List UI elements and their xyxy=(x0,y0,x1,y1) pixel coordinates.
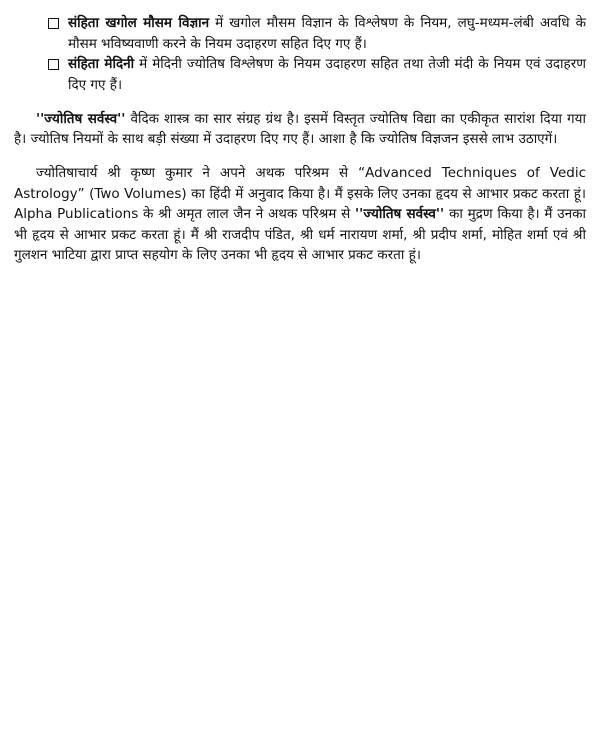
bold-text-segment: संहिता खगोल मौसम विज्ञान xyxy=(68,15,210,31)
bullet-list xyxy=(46,13,586,95)
paragraph xyxy=(14,109,586,150)
bold-text-segment: ''ज्योतिष सर्वस्व'' xyxy=(355,206,445,222)
bold-text-segment: संहिता मेदिनी xyxy=(68,56,135,72)
page-content xyxy=(0,0,600,266)
text-segment: में खगोल मौसम विज्ञान के विश्लेषण के नियम, लघु-मध्यम-लंबी अवधि के मौसम भविष्यवाणी करने के नियम उदाहरण सहित दिए गए हैं। xyxy=(68,15,586,52)
square-bullet-icon xyxy=(48,59,59,70)
bold-text-segment: ''ज्योतिष सर्वस्व'' xyxy=(36,110,126,127)
square-bullet-icon xyxy=(48,18,59,29)
list-item xyxy=(46,13,586,54)
text-segment: ज्योतिषाचार्य श्री कृष्ण कुमार ने अपने अथक परिश्रम से “Advanced Techniques of Vedic Astrology” (Two Volumes) का हिंदी में अनुवाद किया है। मैं इसके लिए उनका हृदय से आभार प्रकट करता हूं। Alpha Publications के श्री अमृत लाल जैन ने अथक परिश्रम से xyxy=(14,165,586,222)
text-segment: का मुद्रण किया है। मैं उनका भी हृदय से आभार प्रकट करता हूं। मैं श्री राजदीप पंडित, श्री धर्म नारायण शर्मा, श्री प्रदीप शर्मा, मोहित शर्मा एवं श्री गुलशन भाटिया द्वारा प्राप्त सहयोग के लिए उनका भी हृदय से आभार प्रकट करता हूं। xyxy=(14,206,586,263)
list-item xyxy=(46,54,586,95)
paragraph xyxy=(14,163,586,266)
list-item-text xyxy=(68,56,586,93)
text-segment: वैदिक शास्त्र का सार संग्रह ग्रंथ है। इसमें विस्तृत ज्योतिष विद्या का एकीकृत सारांश दिया गया है। ज्योतिष नियमों के साथ बड़ी संख्या में उदाहरण दिए गए हैं। आशा है कि ज्योतिष विज्ञजन इससे लाभ उठाएगें। xyxy=(14,110,586,147)
text-segment: में मेदिनी ज्योतिष विश्लेषण के नियम उदाहरण सहित तथा तेजी मंदी के नियम एवं उदाहरण दिए गए हैं। xyxy=(68,56,586,93)
paragraph-block xyxy=(14,109,586,266)
list-item-text xyxy=(68,15,586,52)
